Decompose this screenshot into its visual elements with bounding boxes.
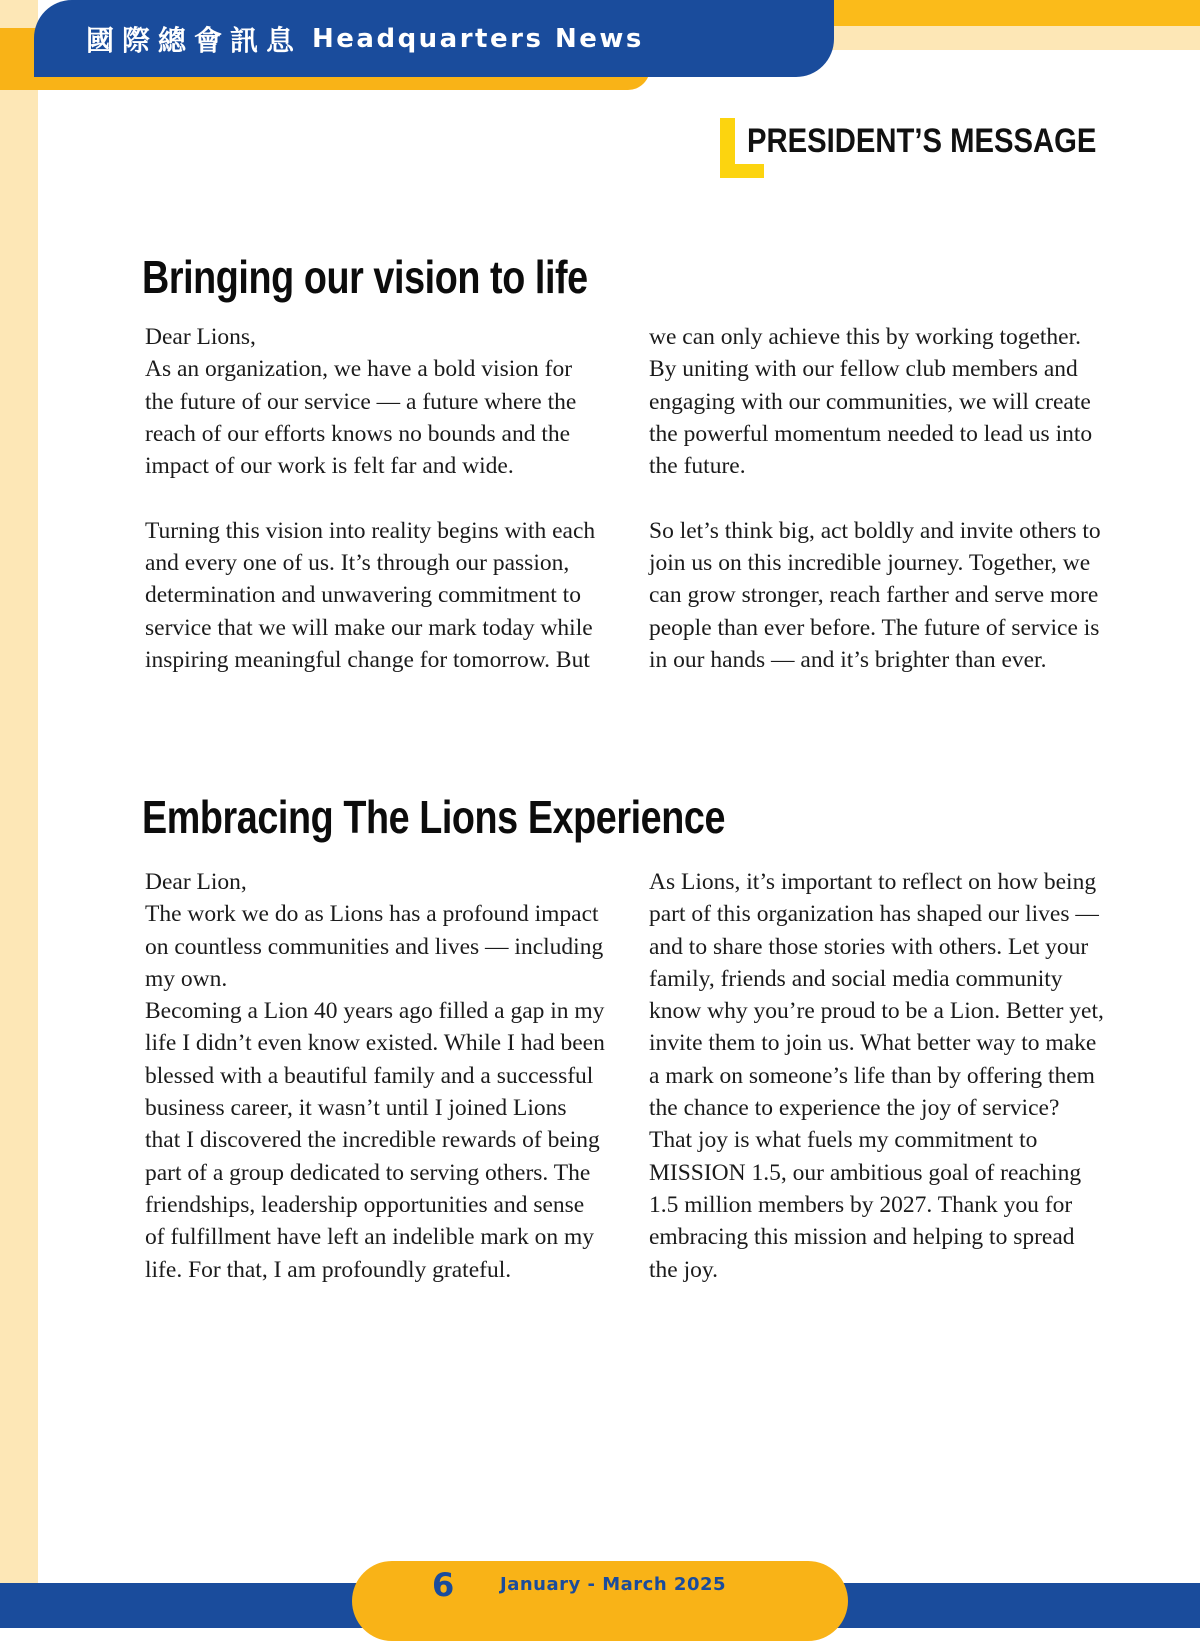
body-text-line: in our hands — and it’s brighter than ever. [649,646,1047,673]
left-decorative-strip [0,0,38,1628]
body-text-line: the future of our service — a future where the [145,388,577,415]
body-text-line: part of this organization has shaped our lives — [649,901,1099,928]
body-text-line: As an organization, we have a bold vision for [145,356,573,383]
header-title-chinese: 國際總會訊息 [86,23,303,57]
body-text-line: a mark on someone’s life than by offering them [649,1062,1095,1089]
body-text-line: MISSION 1.5, our ambitious goal of reaching [649,1159,1082,1186]
body-text-line: part of a group dedicated to serving others. The [145,1159,591,1186]
body-text-line: The work we do as Lions has a profound impact [145,901,599,928]
body-text-line: can grow stronger, reach farther and serve more [649,582,1099,609]
body-text-line: Becoming a Lion 40 years ago filled a gap in my [145,998,605,1025]
paragraph-break [649,482,1119,514]
body-text-line: and to share those stories with others. Let your [649,933,1089,960]
body-text-line: that I discovered the incredible rewards of being [145,1127,600,1154]
body-text-line: my own. [145,965,228,992]
body-text-line: Turning this vision into reality begins with each [145,517,596,544]
issue-date: January - March 2025 [500,1574,727,1595]
body-text-line: 1.5 million members by 2027. Thank you for [649,1191,1073,1218]
body-text-line: the chance to experience the joy of service? [649,1095,1060,1122]
section-label-text: PRESIDENT’S MESSAGE [747,122,1097,160]
body-text-line: invite them to join us. What better way to make [649,1030,1097,1057]
article-column-left [145,321,615,676]
body-text-line: friendships, leadership opportunities and sense [145,1191,585,1218]
body-text-line: join us on this incredible journey. Together, we [649,550,1091,577]
article-column-left [145,866,615,1286]
body-text-line: blessed with a beautiful family and a successful [145,1062,594,1089]
body-text-line: As Lions, it’s important to reflect on how being [649,869,1097,895]
body-text-line: the powerful momentum needed to lead us into [649,420,1093,447]
body-text-line: determination and unwavering commitment to [145,582,581,609]
body-text-line: family, friends and social media community [649,965,1063,992]
article-title: Embracing The Lions Experience [142,791,726,843]
body-text-line: embracing this mission and helping to spread [649,1224,1075,1251]
article-column-right [649,321,1119,676]
body-text-line: So let’s think big, act boldly and invite others to [649,517,1101,544]
top-decorative-strip [780,26,1200,50]
body-text-line: That joy is what fuels my commitment to [649,1127,1038,1154]
body-text-line: impact of our work is felt far and wide. [145,453,514,480]
body-text-line: on countless communities and lives — including [145,933,604,960]
body-text-line: people than ever before. The future of service is [649,614,1100,641]
page-number: 6 [432,1566,455,1604]
paragraph-break [145,482,615,514]
body-text-line: know why you’re proud to be a Lion. Better yet, [649,998,1104,1025]
header-title-english: Headquarters News [312,23,644,54]
body-text-line: the joy. [649,1256,718,1283]
body-text-line: service that we will make our mark today while [145,614,593,641]
body-text-line: reach of our efforts knows no bounds and the [145,420,571,447]
footer-pill [352,1561,848,1641]
header-banner [34,0,834,77]
body-text-line: the future. [649,453,746,480]
body-text-line: life I didn’t even know existed. While I had been [145,1030,605,1057]
body-text-line: Dear Lion, [145,869,247,895]
article-title: Bringing our vision to life [142,251,588,303]
body-text-line: inspiring meaningful change for tomorrow. But [145,646,590,673]
body-text-line: life. For that, I am profoundly grateful. [145,1256,512,1283]
body-text-line: Dear Lions, [145,324,256,350]
body-text-line: By uniting with our fellow club members and [649,356,1078,383]
article-column-right [649,866,1119,1286]
body-text-line: business career, it wasn’t until I joined Lions [145,1095,567,1122]
body-text-line: we can only achieve this by working together. [649,324,1082,350]
body-text-line: engaging with our communities, we will create [649,388,1091,415]
body-text-line: and every one of us. It’s through our passion, [145,550,570,577]
body-text-line: of fulfillment have left an indelible mark on my [145,1224,594,1251]
